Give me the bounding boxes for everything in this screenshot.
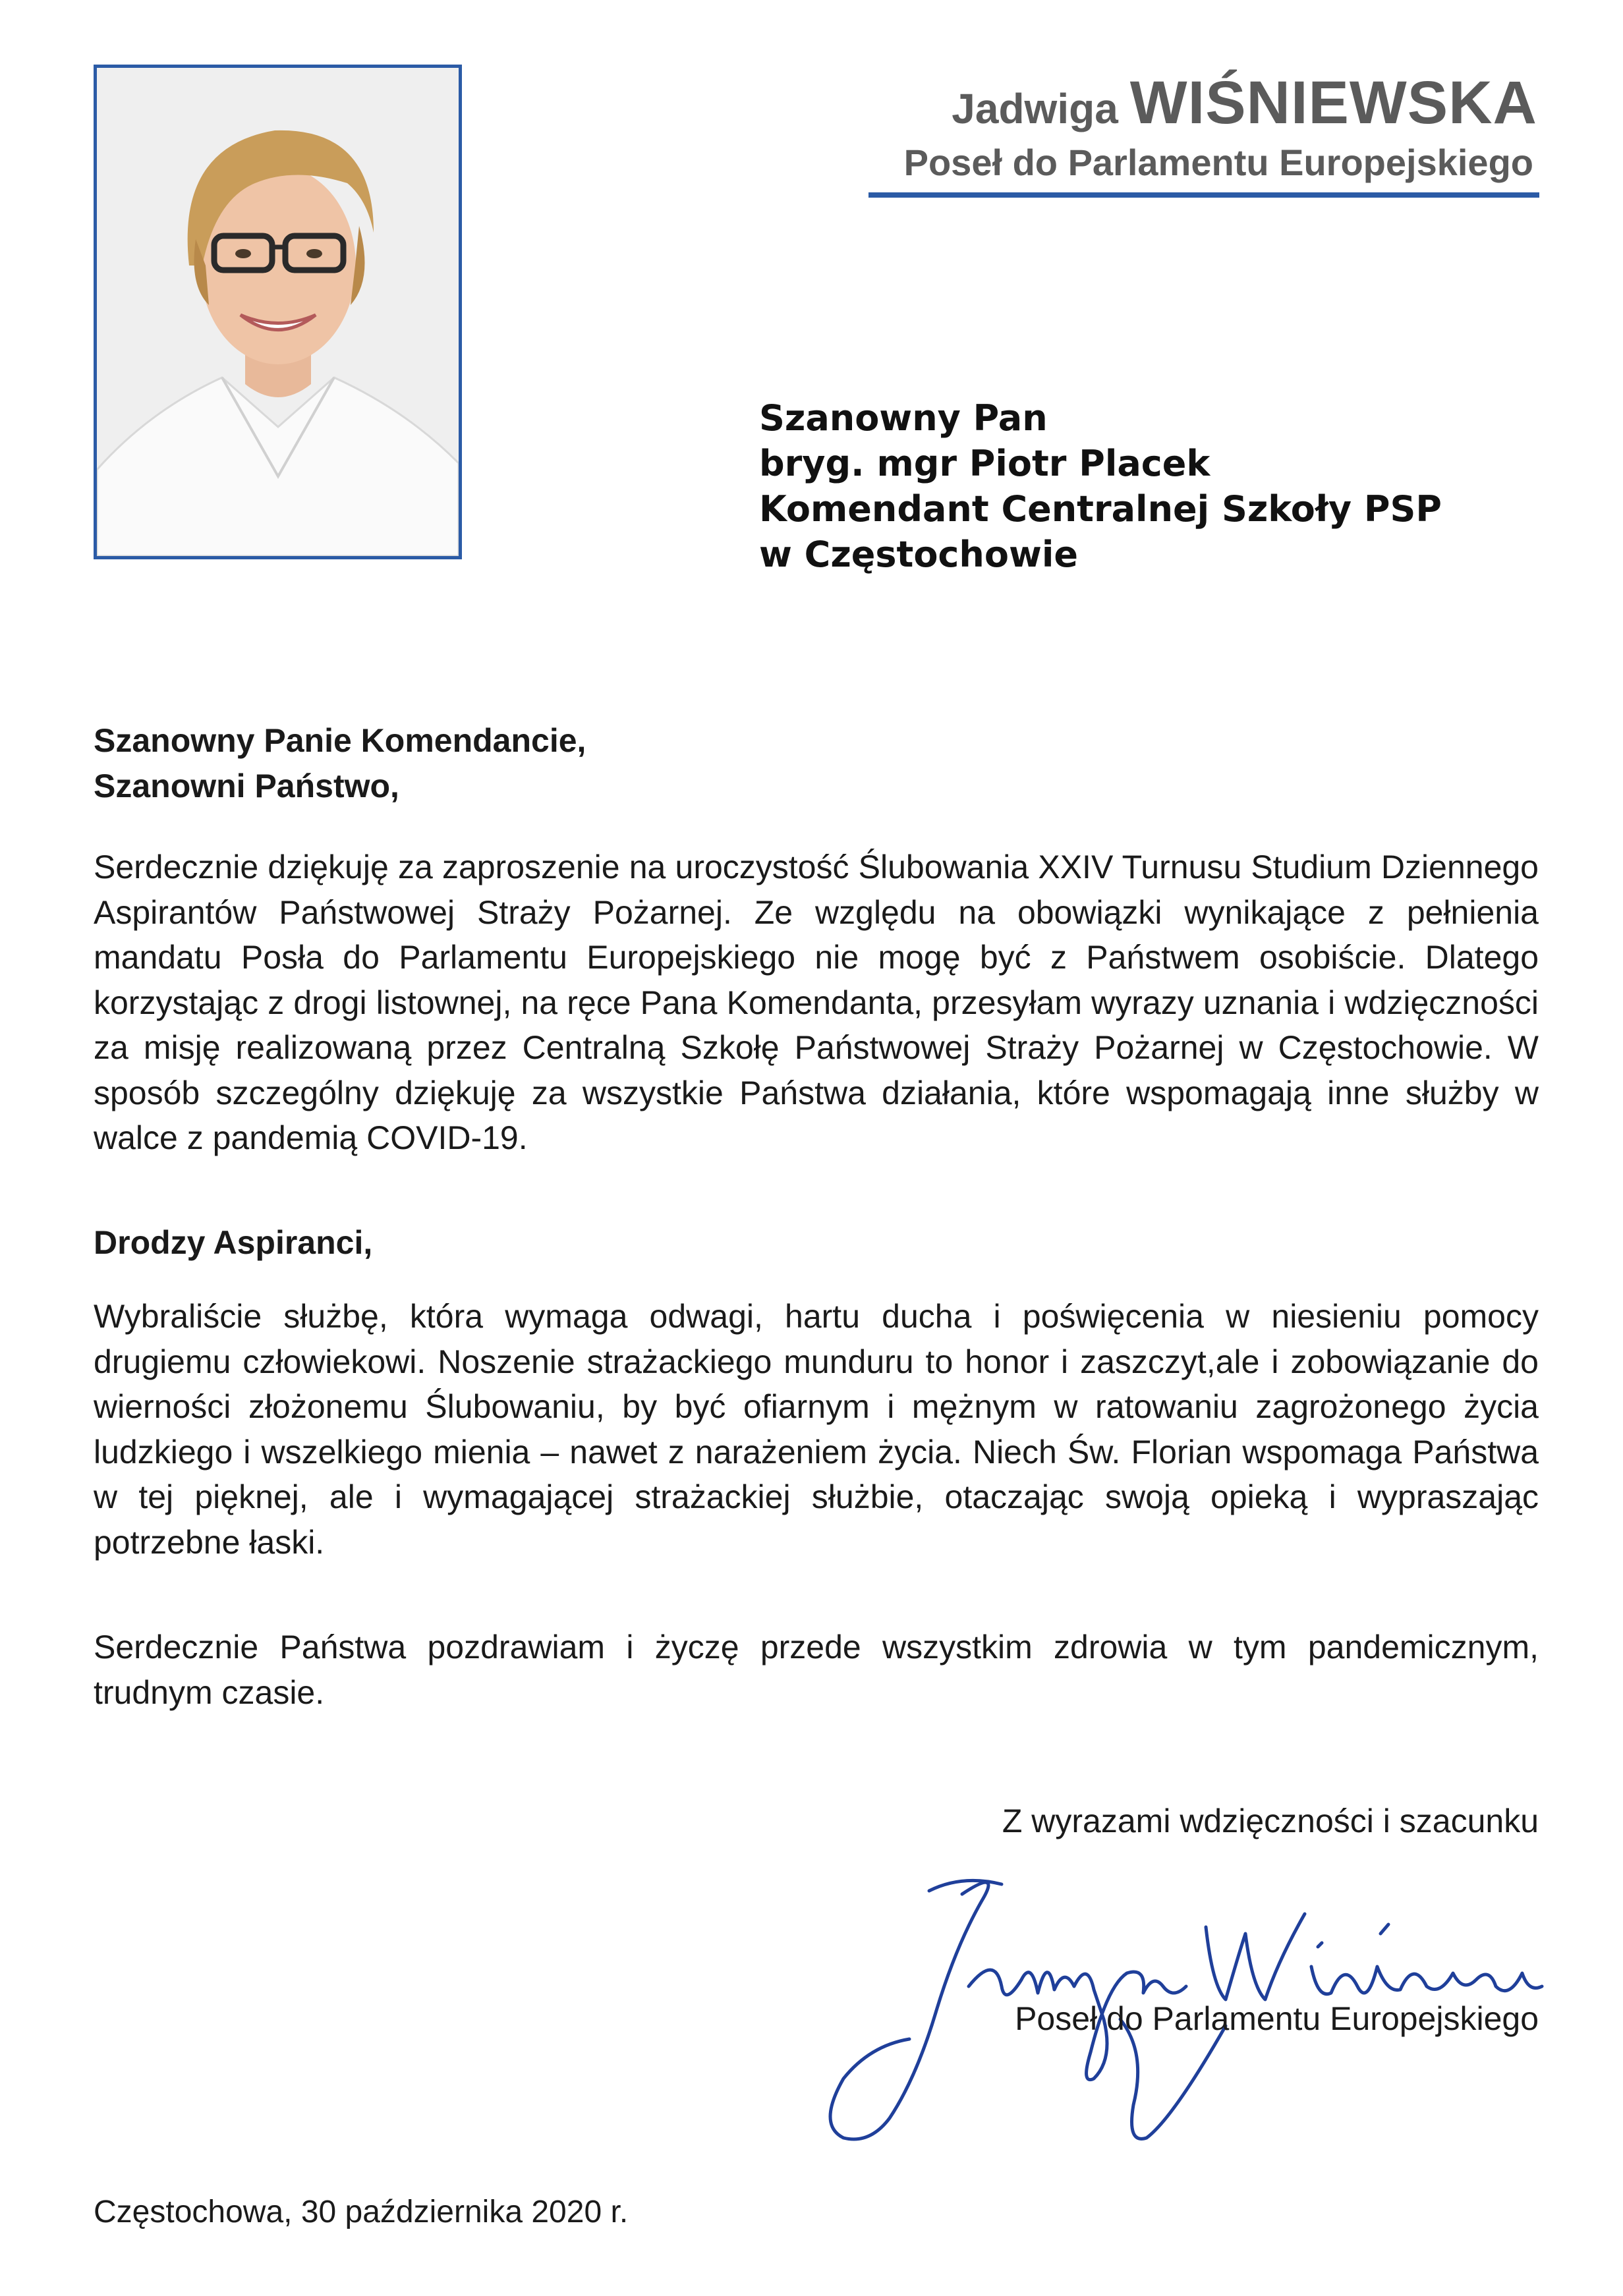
recipient-block (759, 395, 1442, 577)
portrait-icon (97, 68, 459, 556)
signatory-role: Poseł do Parlamentu Europejskiego (1015, 2000, 1539, 2037)
salutation-aspirants (94, 1220, 1539, 1266)
sender-name (952, 69, 1537, 138)
salutation-block (94, 718, 1539, 808)
recipient-line: bryg. mgr Piotr Placek (759, 443, 1210, 484)
salutation-commander: Szanowny Panie Komendancie, (94, 722, 586, 759)
salutation-aspirants-text: Drodzy Aspiranci, (94, 1224, 373, 1261)
place-and-date: Częstochowa, 30 października 2020 r. (94, 2195, 629, 2229)
header-divider (868, 192, 1539, 198)
salutation-all: Szanowni Państwo, (94, 767, 399, 804)
sender-last-name: WIŚNIEWSKA (1129, 69, 1537, 136)
sender-first-name: Jadwiga (952, 85, 1118, 132)
paragraph-text: Serdecznie dziękuję za zaproszenie na uroczystość Ślubowania XXIV Turnusu Studium Dziennego Aspirantów Państwowej Straży Pożarnej. Ze względu na obowiązki wynikające z pełnienia mandatu Posła do Parlamentu Europejskiego nie mogę być z Państwem osobiście. Dlatego korzystając z drogi listownej, na ręce Pana Komendanta, przesyłam wyrazy uznania i wdzięczności za misję realizowaną przez Centralną Szkołę Państwowej Straży Pożarnej w Częstochowie. W sposób szczególny dziękuję za wszystkie Państwa działania, które wspomagają inne służby w walce z pandemią COVID-19. (94, 849, 1539, 1156)
paragraph-text: Wybraliście służbę, która wymaga odwagi, hartu ducha i poświęcenia w niesieniu pomocy drugiemu człowiekowi. Noszenie strażackiego munduru to honor i zaszczyt,ale i zobowiązanie do wierności złożonemu Ślubowaniu, by być ofiarnym i mężnym w ratowaniu zagrożonego życia ludzkiego i wszelkiego mienia – nawet z narażeniem życia. Niech Św. Florian wspomaga Państwa w tej pięknej, ale i wymagającej strażackiej służbie, otaczając swoją opieką i wypraszając potrzebne łaski. (94, 1298, 1539, 1561)
paragraph-text: Serdecznie Państwa pozdrawiam i życzę przede wszystkim zdrowia w tym pandemicznym, trudnym czasie. (94, 1629, 1539, 1711)
sender-role: Poseł do Parlamentu Europejskiego (903, 142, 1533, 183)
letter-paragraph-1 (94, 845, 1539, 1161)
portrait-photo (94, 65, 462, 559)
recipient-line: Komendant Centralnej Szkoły PSP (759, 488, 1442, 530)
letter-paragraph-2 (94, 1294, 1539, 1565)
recipient-line: Szanowny Pan (759, 397, 1048, 439)
letter-paragraph-3 (94, 1625, 1539, 1715)
closing-phrase: Z wyrazami wdzięczności i szacunku (1002, 1803, 1539, 1839)
recipient-line: w Częstochowie (759, 534, 1078, 575)
